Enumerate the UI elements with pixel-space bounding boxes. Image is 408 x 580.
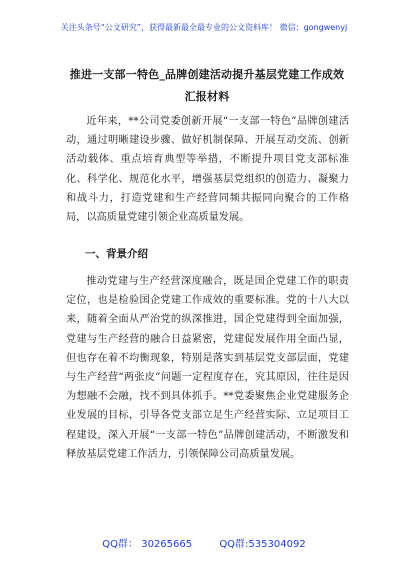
footer-qq-group-1: QQ群： 30265665 <box>102 539 193 550</box>
intro-paragraph: 近年来，**公司党委创新开展“一支部一特色”品牌创建活动，通过明晰建设步骤、做好机制保障、开展互动交流、创新活动载体、重点培育典型等举措，不断提升项目党支部标准化、科学化、规范化水平，增强基层党组织的创造力、凝聚力和战斗力，打造党建和生产经营同频共振同向聚合的工作格局，以高质量党建引领企业高质量发展。 <box>66 116 349 224</box>
background-paragraph: 推动党建与生产经营深度融合，既是国企党建工作的职责定位，也是检验国企党建工作成效的重要标准。党的十八大以来，随着全面从严治党的纵深推进，国企党建得到全面加强，党建与生产经营的融合日益紧密，党建促发展作用全面凸显，但也存在着不均衡现象，特别是落实到基层党支部层面，党建与生产经营“两张皮”问题一定程度存在，究其原因，往往是因为想融不会融，找不到具体抓手。**党委聚焦企业党建服务企业发展的目标，引导各党支部立足生产经营实际、立足项目工程建设，深入开展“一支部一特色”品牌创建活动，不断激发和释放基层党建工作活力，引领保障公司高质量发展。 <box>66 276 349 460</box>
header-banner: 关注头条号“公文研究”，获得最新最全最专业的公文资料库！ 微信：gongwenyj <box>60 23 348 32</box>
footer-contact <box>0 535 408 550</box>
footer-qq-group-2: QQ群:535304092 <box>219 539 306 550</box>
section-heading-background: 一、背景介绍 <box>85 248 148 260</box>
document-title: 推进一支部一特色_品牌创建活动提升基层党建工作成效汇报材料 <box>69 68 345 103</box>
